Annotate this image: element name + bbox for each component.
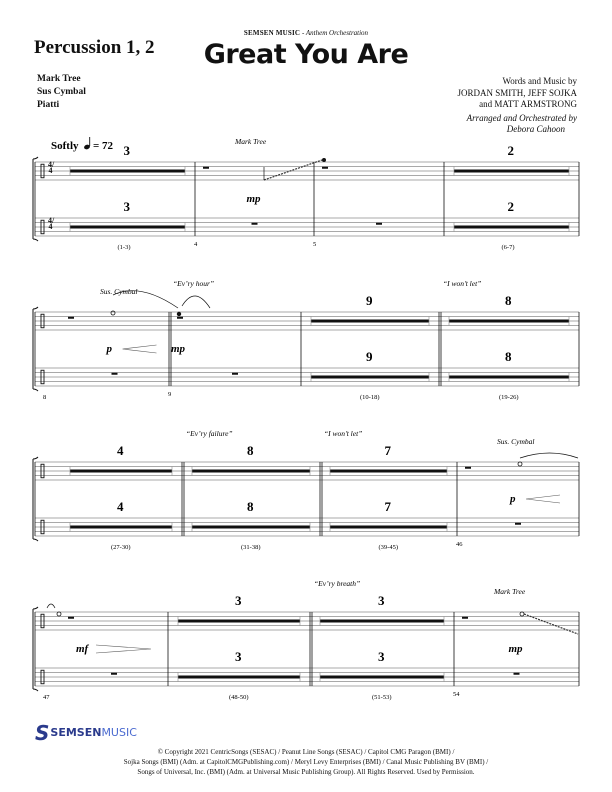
tie-curve	[520, 453, 578, 458]
measure-range: (1-3)	[117, 244, 131, 251]
note-head	[57, 612, 61, 616]
instrument: Piatti	[37, 100, 60, 110]
fermata-icon	[47, 604, 55, 608]
measure-range: (51-53)	[372, 694, 392, 701]
multirest-bar	[70, 470, 172, 473]
multirest-count: 3	[235, 649, 242, 664]
measure-number: 4	[194, 241, 198, 248]
note-head	[518, 462, 522, 466]
multirest-bar	[454, 170, 569, 173]
measure-number: 46	[456, 541, 463, 548]
multirest-count: 2	[507, 143, 514, 158]
multirest-count: 3	[378, 649, 385, 664]
copyright	[0, 747, 612, 777]
multirest-bar	[320, 620, 444, 623]
multirest-count: 8	[505, 293, 512, 308]
credit-line: JORDAN SMITH, JEFF SOJKA	[457, 87, 577, 98]
semsen-logo: S SEMSEN MUSIC	[35, 721, 137, 745]
system-bracket	[33, 607, 38, 691]
lyric-cue: “Ev’ry hour”	[173, 279, 215, 288]
multirest-bar	[70, 226, 185, 229]
multirest-bar	[454, 226, 569, 229]
measure-number: 5	[313, 241, 317, 248]
part-name: Percussion 1, 2	[34, 37, 155, 58]
arranger-label: Arranged and Orchestrated by	[466, 112, 577, 123]
copyright-line: Songs of Universal, Inc. (BMI) (Adm. at Universal Music Publishing Group). All Rights Reserved. Used by Permission.	[137, 768, 475, 776]
half-rest-icon	[112, 373, 118, 375]
measure-number: 9	[168, 391, 172, 398]
lyric-cue: “Ev’ry failure”	[186, 429, 233, 438]
half-rest-icon	[111, 673, 117, 675]
half-rest-icon	[177, 317, 183, 319]
multirest-count: 7	[384, 443, 391, 458]
system-bracket	[33, 307, 38, 391]
system-bracket	[33, 457, 38, 541]
lyric-cue: “I won’t let”	[324, 429, 363, 438]
half-rest-icon	[465, 467, 471, 469]
multirest-count: 3	[123, 199, 130, 214]
dynamic-marking: p	[510, 493, 516, 505]
multirest-count: 9	[366, 293, 373, 308]
dynamic-marking: mf	[76, 643, 89, 655]
multirest-bar	[178, 620, 300, 623]
multirest-bar	[311, 376, 429, 379]
multirest-bar	[70, 170, 185, 173]
tempo-text: Softly	[51, 140, 79, 152]
note-head	[520, 612, 524, 616]
time-signature: 4/4	[48, 160, 55, 175]
credit-line: Words and Music by	[502, 76, 577, 86]
note-head	[111, 311, 115, 315]
measure-number: 8	[43, 394, 47, 401]
series: - Anthem Orchestration	[300, 29, 369, 37]
glissando-line	[524, 614, 578, 634]
multirest-bar	[192, 526, 310, 529]
multirest-count: 8	[247, 499, 254, 514]
half-rest-icon	[203, 167, 209, 169]
multirest-bar	[70, 526, 172, 529]
copyright-line: Sojka Songs (BMI) (Adm. at CapitolCMGPublishing.com) / Meryl Levy Enterprises (BMI) / Canal Music Publishing BV (BMI) /	[123, 758, 489, 766]
half-rest-icon	[376, 223, 382, 225]
multirest-count: 9	[366, 349, 373, 364]
multirest-bar	[192, 470, 310, 473]
instrument: Mark Tree	[37, 74, 81, 84]
half-rest-icon	[68, 617, 74, 619]
multirest-bar	[178, 676, 300, 679]
crescendo-hairpin	[526, 495, 560, 503]
measure-range: (6-7)	[501, 244, 515, 251]
dynamic-marking: p	[106, 343, 112, 355]
multirest-bar	[449, 376, 569, 379]
note-head	[322, 158, 326, 162]
dynamic-marking: mp	[246, 193, 261, 205]
multirest-count: 8	[505, 349, 512, 364]
copyright-line: © Copyright 2021 CentricSongs (SESAC) / Peanut Line Songs (SESAC) / Capitol CMG Paragon (BMI) /	[157, 748, 455, 756]
half-rest-icon	[68, 317, 74, 319]
arranger-name: Debora Cahoon	[506, 124, 565, 134]
multirest-bar	[449, 320, 569, 323]
note-head	[177, 312, 181, 316]
instrument: Sus Cymbal	[37, 87, 86, 97]
half-rest-icon	[462, 617, 468, 619]
credit-line: and MATT ARMSTRONG	[479, 99, 577, 109]
instrument-cue: Sus. Cymbal	[100, 287, 138, 296]
measure-range: (10-18)	[360, 394, 380, 401]
half-rest-icon	[322, 167, 328, 169]
measure-number: 47	[43, 694, 50, 701]
tempo-bpm: = 72	[93, 140, 114, 152]
song-title: Great You Are	[203, 39, 409, 70]
logo-s-icon: S	[35, 721, 50, 745]
dynamic-marking: mp	[508, 643, 523, 655]
instrument-cue: Mark Tree	[494, 587, 526, 596]
quarter-note-icon	[83, 137, 90, 150]
instrument-cue: Sus. Cymbal	[497, 437, 535, 446]
time-signature: 4/4	[48, 216, 55, 231]
multirest-count: 3	[123, 143, 130, 158]
multirest-count: 3	[378, 593, 385, 608]
multirest-bar	[311, 320, 429, 323]
measure-range: (39-45)	[378, 544, 398, 551]
glissando-line	[264, 160, 322, 180]
half-rest-icon	[515, 523, 521, 525]
measure-range: (19-26)	[499, 394, 519, 401]
multirest-bar	[320, 676, 444, 679]
multirest-count: 4	[117, 499, 124, 514]
multirest-count: 3	[235, 593, 242, 608]
lyric-cue: “I won’t let”	[443, 279, 482, 288]
half-rest-icon	[252, 223, 258, 225]
half-rest-icon	[514, 673, 520, 675]
half-rest-icon	[232, 373, 238, 375]
lyric-cue: “Ev’ry breath”	[314, 579, 361, 588]
decrescendo-hairpin	[96, 645, 151, 653]
multirest-count: 8	[247, 443, 254, 458]
measure-range: (31-38)	[241, 544, 261, 551]
multirest-count: 7	[384, 499, 391, 514]
dynamic-marking: mp	[171, 343, 186, 355]
crescendo-hairpin	[123, 345, 157, 353]
measure-range: (27-30)	[111, 544, 131, 551]
system-bracket	[33, 157, 38, 241]
measure-number: 54	[453, 691, 460, 698]
measure-range: (48-50)	[229, 694, 249, 701]
publisher: SEMSEN MUSIC	[243, 29, 301, 37]
multirest-count: 4	[117, 443, 124, 458]
instrument-cue: Mark Tree	[235, 137, 267, 146]
multirest-bar	[330, 470, 447, 473]
multirest-bar	[330, 526, 447, 529]
multirest-count: 2	[507, 199, 514, 214]
